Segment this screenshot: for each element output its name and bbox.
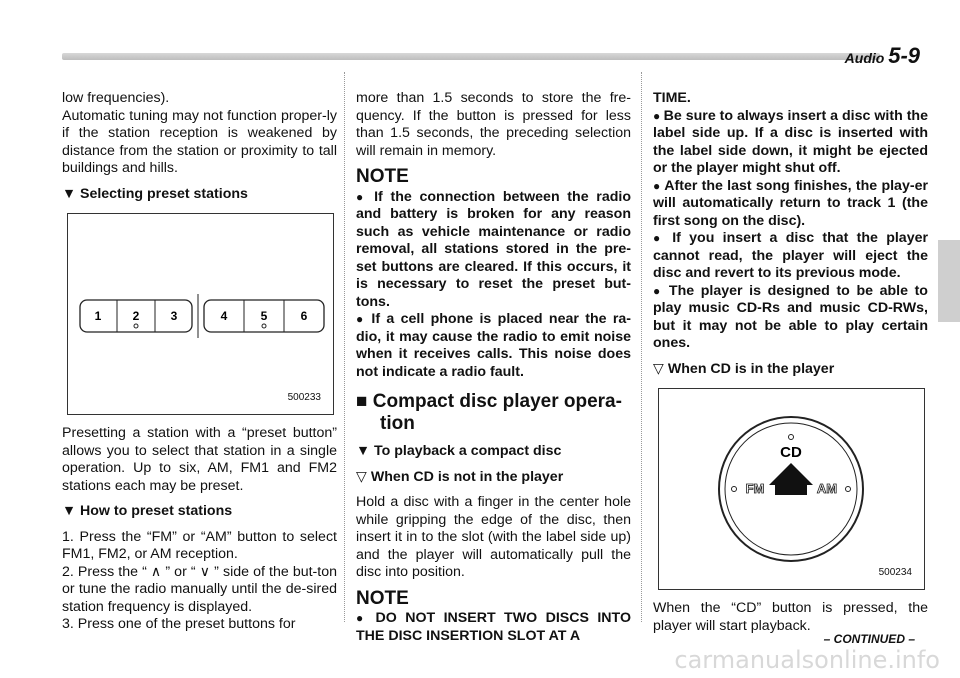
- cd-button-illustration: [659, 389, 924, 589]
- am-label: AM: [816, 481, 838, 496]
- bullet: ● After the last song finishes, the play-er will automatically return to track 1 (the first song on the disc).: [653, 178, 928, 231]
- step: 1. Press the “FM” or “AM” button to select FM1, FM2, or AM reception.: [62, 528, 337, 562]
- paragraph: When the “CD” button is pressed, the player will start playback.: [653, 600, 928, 634]
- preset-button-2-label: 2: [132, 309, 140, 323]
- note-title: NOTE: [356, 587, 409, 609]
- preset-buttons-figure: [67, 213, 334, 415]
- subheading: ▼ How to preset stations: [62, 503, 233, 519]
- column-divider: [641, 72, 642, 622]
- subheading: ▽ When CD is not in the player: [356, 468, 564, 485]
- preset-button-1-label: 1: [94, 309, 102, 323]
- preset-button-4-label: 4: [220, 309, 228, 323]
- figure-id: 500234: [878, 566, 912, 578]
- column-1: [62, 90, 337, 642]
- subheading: ▽ When CD is in the player: [653, 360, 835, 377]
- note-bullet: ● DO NOT INSERT TWO DISCS INTO THE DISC INSERTION SLOT AT A: [356, 610, 631, 645]
- paragraph: Hold a disc with a finger in the center hole while gripping the edge of the disc, then insert it in to the slot (with the label side up) and the player will automatically pull the disc into position.: [356, 494, 631, 580]
- paragraph: low frequencies).: [62, 90, 170, 106]
- column-divider: [344, 72, 345, 622]
- page-header: [845, 43, 920, 69]
- step: 3. Press one of the preset buttons for: [62, 616, 296, 632]
- page-number: 5-9: [888, 43, 920, 68]
- subheading: ▼ To playback a compact disc: [356, 443, 562, 459]
- chapter-tab: [938, 240, 960, 322]
- section-title: Audio: [844, 50, 885, 66]
- note-bullet: ● If a cell phone is placed near the ra-dio, it may cause the radio to emit noise when it receives calls. This noise does not indicate a radio fault.: [356, 311, 631, 381]
- bullet: ● If you insert a disc that the player cannot read, the player will eject the disc and revert to its previous mode.: [653, 230, 928, 283]
- figure-id: 500233: [287, 391, 321, 403]
- step: 2. Press the “ ∧ ” or “ ∨ ” side of the but-ton or tune the radio manually until the de-sired station frequency is displayed.: [62, 563, 337, 615]
- note-bullet: ● If the connection between the radio and battery is broken for any reason such as vehicle maintenance or radio removal, all stations stored in the pre-set buttons are cleared. If this occurs, it is necessary to reset the preset but-tons.: [356, 189, 631, 312]
- paragraph: TIME.: [653, 90, 691, 106]
- bullet: ● Be sure to always insert a disc with the label side up. If a disc is inserted with the label side down, it might be ejected or the player might shut off.: [653, 108, 928, 178]
- bullet: ● The player is designed to be able to play music CD-Rs and music CD-RWs, but it may not be able to play certain ones.: [653, 283, 928, 353]
- paragraph: Automatic tuning may not function proper-ly if the station reception is weakened by distance from the station or proximity to tall buildings and hills.: [62, 107, 337, 176]
- preset-button-6-label: 6: [300, 309, 308, 323]
- section-heading: ■ Compact disc player opera- tion: [356, 391, 622, 434]
- subheading: ▼ Selecting preset stations: [62, 185, 248, 202]
- paragraph: more than 1.5 seconds to store the fre-quency. If the button is pressed for less than 1.5 seconds, the preceding selection will remain in memory.: [356, 90, 631, 159]
- column-3: [653, 90, 928, 643]
- cd-label: CD: [780, 444, 802, 461]
- preset-button-3-label: 3: [170, 309, 178, 323]
- continued-label: – CONTINUED –: [823, 632, 915, 646]
- note-title: NOTE: [356, 166, 409, 187]
- column-2: [356, 90, 631, 653]
- preset-buttons-illustration: [68, 214, 333, 414]
- header-rule: [62, 53, 880, 60]
- fm-label: FM: [745, 481, 765, 496]
- preset-button-5-label: 5: [260, 309, 268, 323]
- paragraph: Presetting a station with a “preset button” allows you to select that station in a single operation. Up to six, AM, FM1 and FM2 stations each may be preset.: [62, 425, 337, 494]
- cd-button-figure: [658, 388, 925, 590]
- watermark: carmanualsonline.info: [674, 646, 940, 674]
